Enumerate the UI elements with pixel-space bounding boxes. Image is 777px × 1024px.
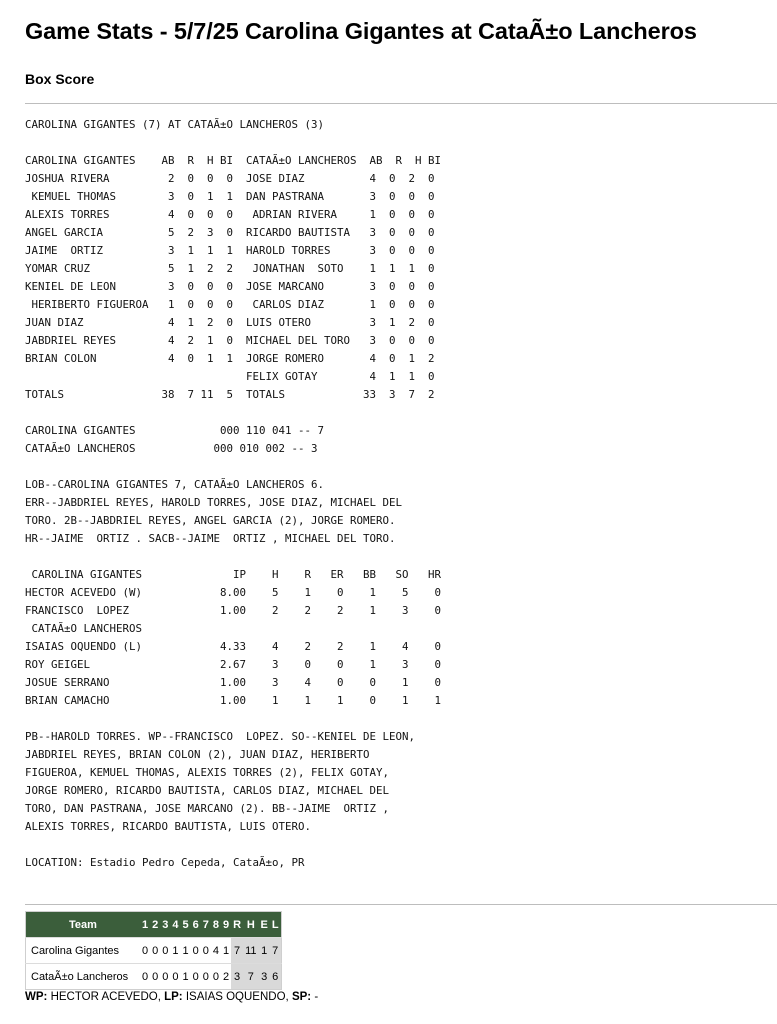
box-score-line: HERIBERTO FIGUEROA 1 0 0 0 CARLOS DIAZ 1 0 0 0 [25,298,435,311]
box-score-line: LOCATION: Estadio Pedro Cepeda, CataÃ±o, PR [25,856,305,869]
linescore-total-cell: 3 [231,964,243,990]
box-score-line: FRANCISCO LOPEZ 1.00 2 2 2 1 3 0 [25,604,442,617]
box-score-line: HECTOR ACEVEDO (W) 8.00 5 1 0 1 5 0 [25,586,442,599]
linescore-header-cell: R [231,912,243,938]
box-score-line: CAROLINA GIGANTES (7) AT CATAÃ±O LANCHEROS (3) [25,118,325,131]
linescore-inning-cell: 1 [181,938,191,964]
box-score-line: CAROLINA GIGANTES 000 110 041 -- 7 [25,424,325,437]
linescore-total-cell: 11 [243,938,258,964]
box-score-line: ALEXIS TORRES 4 0 0 0 ADRIAN RIVERA 1 0 0 0 [25,208,435,221]
linescore-inning-cell: 2 [221,964,231,990]
linescore-total-cell: 6 [270,964,281,990]
box-score-line: PB--HAROLD TORRES. WP--FRANCISCO LOPEZ. SO--KENIEL DE LEON, [25,730,416,743]
lp-value: ISAIAS OQUENDO, [185,991,289,1003]
box-score-line: JABDRIEL REYES, BRIAN COLON (2), JUAN DIAZ, HERIBERTO [25,748,370,761]
linescore-header-cell: 3 [160,912,170,938]
box-score-line: JABDRIEL REYES 4 2 1 0 MICHAEL DEL TORO 3 0 0 0 [25,334,435,347]
box-score-line: JOSHUA RIVERA 2 0 0 0 JOSE DIAZ 4 0 2 0 [25,172,435,185]
linescore-header-cell: H [243,912,258,938]
sp-value: - [314,991,319,1003]
linescore-header-cell: 8 [211,912,221,938]
linescore-inning-cell: 1 [221,938,231,964]
box-score-line: TORO, DAN PASTRANA, JOSE MARCANO (2). BB--JAIME ORTIZ , [25,802,390,815]
linescore-total-cell: 1 [259,938,270,964]
linescore-header-cell: 4 [170,912,180,938]
linescore-row [26,938,282,964]
linescore-inning-cell: 4 [211,938,221,964]
linescore-team-name: CataÃ±o Lancheros [26,964,141,990]
linescore-inning-cell: 0 [160,964,170,990]
linescore-total-cell: 3 [259,964,270,990]
linescore-header-cell: 2 [150,912,160,938]
box-score-line: ANGEL GARCIA 5 2 3 0 RICARDO BAUTISTA 3 0 0 0 [25,226,435,239]
box-score-line: CAROLINA GIGANTES IP H R ER BB SO HR [25,568,442,581]
box-score-line: JUAN DIAZ 4 1 2 0 LUIS OTERO 3 1 2 0 [25,316,435,329]
linescore-inning-cell: 0 [191,964,201,990]
linescore-team-name: Carolina Gigantes [26,938,141,964]
linescore-header-cell: E [259,912,270,938]
linescore-inning-cell: 0 [150,964,160,990]
box-score-line: KEMUEL THOMAS 3 0 1 1 DAN PASTRANA 3 0 0 0 [25,190,435,203]
box-score-line: HR--JAIME ORTIZ . SACB--JAIME ORTIZ , MICHAEL DEL TORO. [25,532,396,545]
box-score-line: JOSUE SERRANO 1.00 3 4 0 0 1 0 [25,676,442,689]
box-score-line: CAROLINA GIGANTES AB R H BI CATAÃ±O LANCHEROS AB R H BI [25,154,442,167]
linescore-total-cell: 7 [231,938,243,964]
linescore-inning-cell: 0 [140,964,150,990]
box-score-line: BRIAN CAMACHO 1.00 1 1 1 0 1 1 [25,694,442,707]
linescore-header-team: Team [26,912,141,938]
box-score-line: ALEXIS TORRES, RICARDO BAUTISTA, LUIS OTERO. [25,820,312,833]
linescore-inning-cell: 0 [160,938,170,964]
box-score-line: FELIX GOTAY 4 1 1 0 [25,370,435,383]
linescore-inning-cell: 0 [201,938,211,964]
box-score-line: ISAIAS OQUENDO (L) 4.33 4 2 2 1 4 0 [25,640,442,653]
sp-label: SP: [291,991,312,1003]
section-heading-box-score: Box Score [25,71,95,87]
box-score-line: KENIEL DE LEON 3 0 0 0 JOSE MARCANO 3 0 0 0 [25,280,435,293]
box-score-line: TORO. 2B--JABDRIEL REYES, ANGEL GARCIA (2), JORGE ROMERO. [25,514,396,527]
linescore-total-cell: 7 [270,938,281,964]
box-score-text [25,116,441,872]
box-score-line: JAIME ORTIZ 3 1 1 1 HAROLD TORRES 3 0 0 0 [25,244,435,257]
box-score-line: JORGE ROMERO, RICARDO BAUTISTA, CARLOS DIAZ, MICHAEL DEL [25,784,390,797]
linescore-total-cell: 7 [243,964,258,990]
pitchers-of-record [25,991,318,1003]
linescore-inning-cell: 0 [140,938,150,964]
linescore-header-cell: 7 [201,912,211,938]
divider-bottom [25,904,777,905]
linescore-inning-cell: 0 [191,938,201,964]
linescore-header-cell: 5 [181,912,191,938]
linescore-header-cell: 9 [221,912,231,938]
box-score-line: ERR--JABDRIEL REYES, HAROLD TORRES, JOSE DIAZ, MICHAEL DEL [25,496,403,509]
lp-label: LP: [164,991,183,1003]
linescore-header-cell: L [270,912,281,938]
box-score-line: CATAÃ±O LANCHEROS 000 010 002 -- 3 [25,442,318,455]
divider-top [25,103,777,104]
box-score-line: YOMAR CRUZ 5 1 2 2 JONATHAN SOTO 1 1 1 0 [25,262,435,275]
page-title: Game Stats - 5/7/25 Carolina Gigantes at CataÃ±o Lancheros [25,18,697,44]
linescore-inning-cell: 0 [150,938,160,964]
linescore-header-cell: 1 [140,912,150,938]
wp-label: WP: [25,991,48,1003]
box-score-line: ROY GEIGEL 2.67 3 0 0 1 3 0 [25,658,442,671]
linescore-inning-cell: 0 [211,964,221,990]
box-score-line: TOTALS 38 7 11 5 TOTALS 33 3 7 2 [25,388,435,401]
box-score-line: CATAÃ±O LANCHEROS [25,622,143,635]
linescore-row [26,964,282,990]
box-score-line: FIGUEROA, KEMUEL THOMAS, ALEXIS TORRES (2), FELIX GOTAY, [25,766,390,779]
linescore-inning-cell: 1 [181,964,191,990]
linescore-inning-cell: 0 [201,964,211,990]
linescore-header-row [26,912,282,938]
box-score-line: BRIAN COLON 4 0 1 1 JORGE ROMERO 4 0 1 2 [25,352,435,365]
box-score-line: LOB--CAROLINA GIGANTES 7, CATAÃ±O LANCHEROS 6. [25,478,325,491]
linescore-table [25,911,282,990]
linescore-header-cell: 6 [191,912,201,938]
linescore-inning-cell: 1 [170,938,180,964]
linescore-inning-cell: 0 [170,964,180,990]
wp-value: HECTOR ACEVEDO, [50,991,161,1003]
